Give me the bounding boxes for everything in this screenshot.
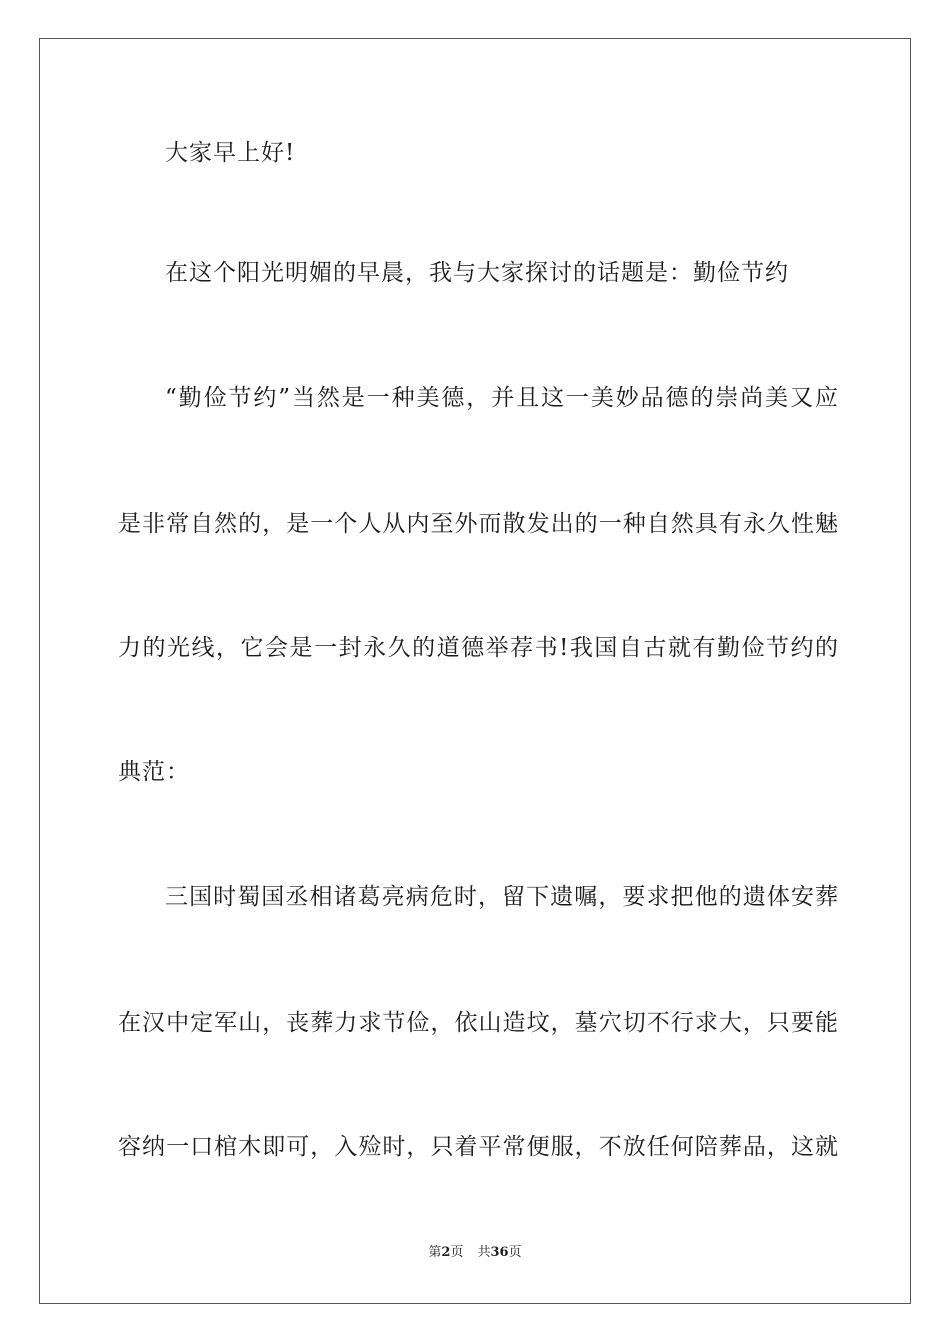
- paragraph-topic: 在这个阳光明媚的早晨，我与大家探讨的话题是：勤俭节约: [165, 260, 789, 286]
- total-suffix: 页: [508, 1245, 522, 1260]
- paragraph-greeting: 大家早上好!: [165, 140, 296, 166]
- page-prefix: 第: [428, 1245, 442, 1260]
- paragraph-virtue-line-2: 是非常自然的，是一个人从内至外而散发出的一种自然具有永久性魅: [118, 511, 838, 537]
- total-prefix: 共: [477, 1245, 491, 1260]
- paragraph-zhuge-line-2: 在汉中定军山，丧葬力求节俭，依山造坟，墓穴切不行求大，只要能: [118, 1010, 838, 1036]
- paragraph-zhuge-line-3: 容纳一口棺木即可，入殓时，只着平常便服，不放任何陪葬品，这就: [118, 1134, 838, 1160]
- paragraph-virtue-line-1: “勤俭节约”当然是一种美德，并且这一美妙品德的崇尚美又应: [165, 385, 838, 411]
- paragraph-zhuge-line-1: 三国时蜀国丞相诸葛亮病危时，留下遗嘱，要求把他的遗体安葬: [165, 884, 838, 910]
- page-number: 2: [441, 1245, 451, 1260]
- paragraph-virtue-line-4: 典范：: [118, 759, 190, 785]
- page-suffix: 页: [450, 1245, 464, 1260]
- paragraph-virtue-line-3: 力的光线，它会是一封永久的道德举荐书!我国自古就有勤俭节约的: [118, 635, 838, 661]
- total-pages: 36: [490, 1245, 509, 1260]
- page-footer: [0, 1244, 950, 1262]
- page-border: [39, 38, 911, 1304]
